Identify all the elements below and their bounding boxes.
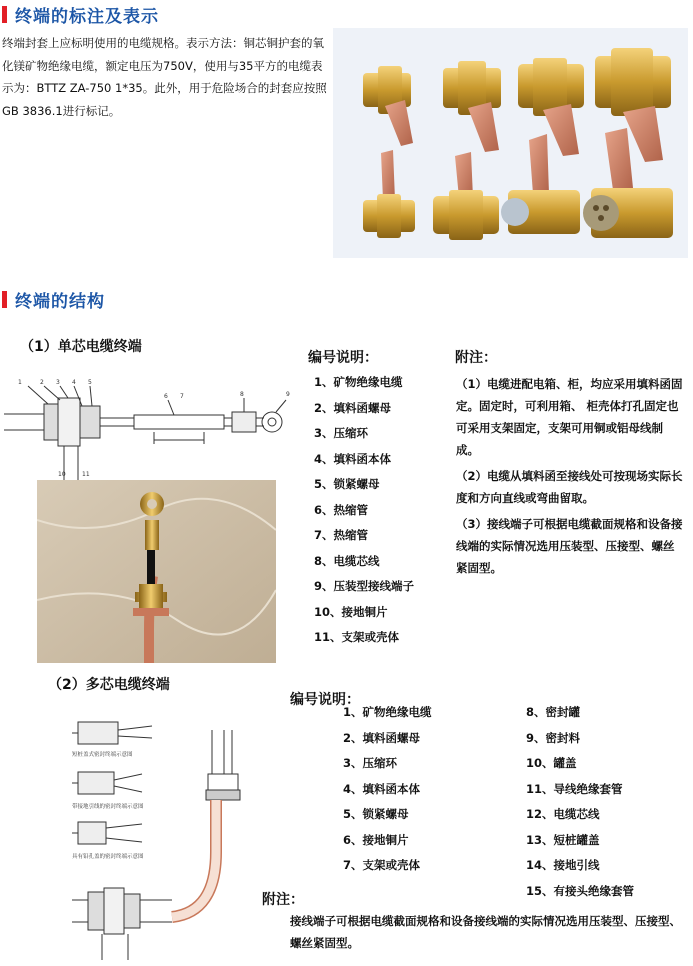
- multi-legend-left: [343, 700, 432, 879]
- caption-lead-hole: 具有铅孔盖的密封终端示意图: [72, 854, 144, 860]
- section-accent-bar: [2, 291, 7, 308]
- intro-paragraph: [2, 32, 332, 122]
- legend-item: 3、压缩环: [343, 756, 398, 770]
- legend-item: 7、支架或壳体: [343, 858, 421, 872]
- callout-7: 7: [180, 393, 184, 400]
- single-core-subtitle: （1）单芯电缆终端: [20, 339, 142, 355]
- legend-item: 8、密封罐: [526, 705, 581, 719]
- callout-4: 4: [72, 379, 76, 386]
- multi-core-diagram: [2, 712, 272, 962]
- legend-item: 12、电缆芯线: [526, 807, 600, 821]
- intro-text: 终端封套上应标明使用的电缆规格。表示方法：铜芯铜护套的氧化镁矿物绝缘电缆，额定电压为750V，使用与35平方的电缆表示为：BTTZ ZA-750 1*35。此外，用于危险场合的封套应按照GB 3836.1进行标记。: [2, 36, 327, 118]
- legend-item: 1、矿物绝缘电缆: [314, 375, 403, 389]
- legend-item: 7、热缩管: [314, 528, 369, 542]
- product-photo-glands: [333, 28, 688, 258]
- legend-item: 11、支架或壳体: [314, 630, 400, 644]
- legend-item: 3、压缩环: [314, 426, 369, 440]
- legend-item: 13、短桩罐盖: [526, 832, 600, 847]
- legend-item: 6、热缩管: [314, 502, 369, 517]
- callout-6: 6: [164, 393, 168, 400]
- single-legend-title: 编号说明：: [308, 350, 378, 366]
- callout-11: 11: [82, 471, 90, 478]
- legend-item: 4、填料函本体: [343, 781, 421, 796]
- single-core-diagram: [4, 372, 298, 480]
- callout-3: 3: [56, 379, 60, 386]
- note-paragraph: （3）接线端子可根据电缆截面规格和设备接线端的实际情况选用压装型、压接型、螺丝紧固型。: [456, 517, 683, 575]
- multi-core-subtitle: （2）多芯电缆终端: [48, 677, 170, 693]
- legend-item: 6、接地铜片: [343, 832, 409, 847]
- note-paragraph: （2）电缆从填料函至接线处可按现场实际长度和方向直线或弯曲留取。: [456, 469, 683, 505]
- single-legend-list: [314, 370, 414, 651]
- caption-ground-lead: 带接地引线的密封终端示意图: [72, 804, 144, 810]
- multi-legend-title: 编号说明：: [290, 692, 360, 708]
- section-accent-bar: [2, 6, 7, 23]
- callout-8: 8: [240, 391, 244, 398]
- single-notes: [456, 373, 684, 583]
- multi-notes-title: 附注：: [262, 892, 304, 908]
- note-paragraph: （1）电缆进配电箱、柜，均应采用填料函固定。固定时，可利用箱、 柜壳体打孔固定也可采用支架固定，支架可用铜或铝母线制成。: [456, 377, 683, 457]
- multi-core-drawing: [2, 712, 272, 962]
- multi-legend-right: [526, 700, 634, 904]
- legend-item: 1、矿物绝缘电缆: [343, 705, 432, 719]
- legend-item: 9、压装型接线端子: [314, 579, 415, 593]
- note-paragraph: 接线端子可根据电缆截面规格和设备接线端的实际情况选用压装型、压接型、螺丝紧固型。: [290, 914, 681, 950]
- legend-item: 8、电缆芯线: [314, 553, 380, 568]
- legend-item: 14、接地引线: [526, 858, 600, 872]
- callout-5: 5: [88, 379, 92, 386]
- legend-item: 9、密封料: [526, 730, 581, 745]
- legend-item: 5、锁紧螺母: [314, 477, 380, 491]
- legend-item: 2、填料函螺母: [314, 400, 392, 415]
- section-header-marking: [2, 2, 159, 26]
- legend-item: 11、导线绝缘套管: [526, 781, 623, 796]
- multi-notes: [290, 910, 688, 958]
- section-header-structure: [2, 287, 105, 311]
- legend-item: 4、填料函本体: [314, 451, 392, 466]
- callout-9: 9: [286, 391, 290, 398]
- single-core-photo-illustration: [37, 480, 276, 663]
- callout-1: 1: [18, 379, 22, 386]
- single-core-drawing: [4, 372, 298, 480]
- legend-item: 2、填料函螺母: [343, 730, 421, 745]
- legend-item: 10、接地铜片: [314, 604, 388, 619]
- callout-10: 10: [58, 471, 66, 478]
- section-title: 终端的标注及表示: [15, 6, 159, 27]
- brass-glands-illustration: [333, 28, 688, 258]
- single-core-photo: [37, 480, 276, 663]
- legend-item: 5、锁紧螺母: [343, 807, 409, 821]
- caption-short-cap: 短桩盖式密封终端示意图: [72, 752, 133, 758]
- single-notes-title: 附注：: [455, 350, 497, 366]
- legend-item: 15、有接头绝缘套管: [526, 883, 635, 898]
- callout-2: 2: [40, 379, 44, 386]
- legend-item: 10、罐盖: [526, 756, 577, 770]
- section-title: 终端的结构: [15, 291, 105, 312]
